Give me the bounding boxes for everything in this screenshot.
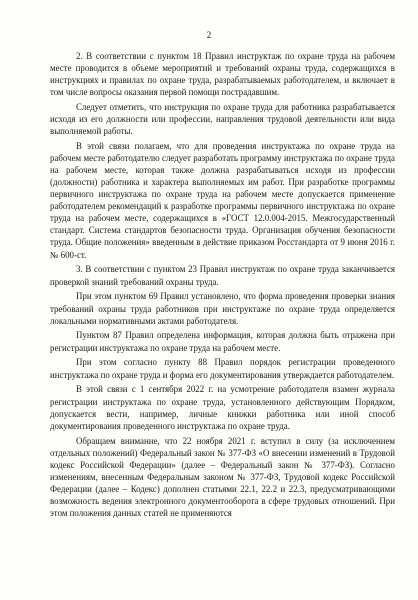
paragraph-8: В этой связи с 1 сентября 2022 г. на усмотрение работодателя взамен журнала регистрации инструктажа по охране труда, установленного действующим Порядком, допускается вести, например, личные книжки работника или иной способ документирования проведенного инструктажа по охране труда. [50, 384, 395, 431]
paragraph-4: 3. В соответствии с пунктом 23 Правил инструктаж по охране труда заканчивается проверкой знаний требований охраны труда. [50, 264, 395, 287]
paragraph-1: 2. В соответствии с пунктом 18 Правил инструктаж по охране труда на рабочем месте проводится в объеме мероприятий и требований охраны труда, содержащихся в инструкциях и правилах по охране труда, разрабатываемых работодателем, и включает в том числе вопросы оказания первой помощи пострадавшим. [50, 51, 395, 98]
paragraph-3: В этой связи полагаем, что для проведения инструктажа по охране труда на рабочем месте работодателю следует разработать программу инструктажа по охране труда на рабочем месте, которая также должна разрабатываться исходя из профессии (должности) работника и характера выполняемых им работ. При разработке программы первичного инструктажа по охране труда на рабочем месте допускается применение работодателем рекомендаций к разработке программы первичного инструктажа по охране труда на рабочем месте, содержащихся в «ГОСТ 12.0.004-2015. Межгосударственный стандарт. Система стандартов безопасности труда. Организация обучения безопасности труда. Общие положения» введенным в действие приказом Росстандарта от 9 июня 2016 г. № 600-ст. [50, 141, 395, 260]
paragraph-2: Следует отметить, что инструкция по охране труда для работника разрабатывается исходя из его должности или профессии, направления трудовой деятельности или вида выполняемой работы. [50, 102, 395, 137]
page-number: 2 [206, 30, 212, 40]
paragraph-6: Пунктом 87 Правил определена информация, которая должна быть отражена при регистрации инструктажа по охране труда на рабочем месте. [50, 330, 395, 353]
paragraph-5: При этом пунктом 69 Правил установлено, что форма проведения проверки знания требований охраны труда работников при инструктаже по охране труда определяется локальными нормативными актами работодателя. [50, 291, 395, 326]
paragraph-7: При этом согласно пункту 88 Правил порядок регистрации проведенного инструктажа по охране труда и форма его документирования утверждается работодателем. [50, 357, 395, 380]
document-body [50, 50, 395, 522]
paragraph-9: Обращаем внимание, что 22 ноября 2021 г. вступил в силу (за исключением отдельных положений) Федеральный закон № 377-ФЗ «О внесении изменений в Трудовой кодекс Российской Федерации» (далее – Федеральный закон № 377-ФЗ). Согласно изменениям, внесенным Федеральным законом № 377-ФЗ, Трудовой кодекс Российской Федерации (далее – Кодекс) дополнен статьями 22.1, 22.2 и 22.3, предусматривающими возможность ведения электронного документооборота в сфере трудовых отношений. При этом положения данных статей не применяются [50, 435, 395, 518]
